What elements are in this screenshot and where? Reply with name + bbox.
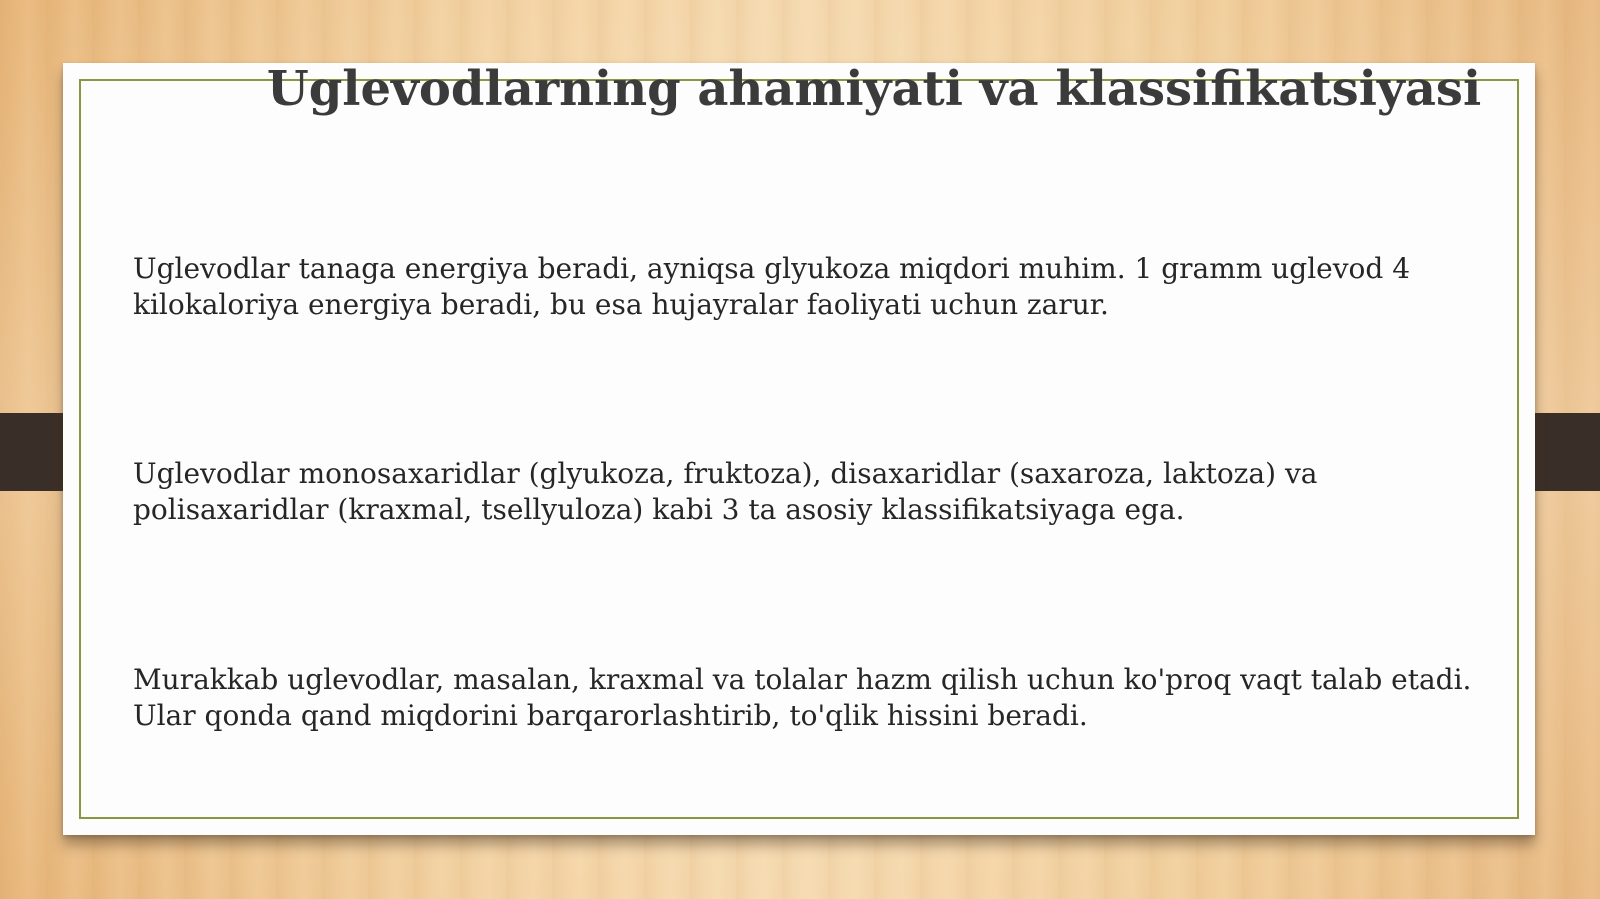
paragraph-complex-carbs: Murakkab uglevodlar, masalan, kraxmal va tolalar hazm qilish uchun ko'proq vaqt talab etadi. Ular qonda qand miqdorini barqarorlashtirib, to'qlik hissini beradi.: [133, 663, 1472, 732]
slide-paper: [63, 63, 1535, 835]
slide-title: Uglevodlarning ahamiyati va klassifikatsiyasi: [266, 61, 1482, 117]
paragraph-energy: Uglevodlar tanaga energiya beradi, ayniqsa glyukoza miqdori muhim. 1 gramm uglevod 4 kilokaloriya energiya beradi, bu esa hujayralar faoliyati uchun zarur.: [133, 252, 1411, 321]
paragraph-classification: Uglevodlar monosaxaridlar (glyukoza, fruktoza), disaxaridlar (saxaroza, laktoza) va polisaxaridlar (kraxmal, tsellyuloza) kabi 3 ta asosiy klassifikatsiyaga ega.: [133, 457, 1318, 526]
